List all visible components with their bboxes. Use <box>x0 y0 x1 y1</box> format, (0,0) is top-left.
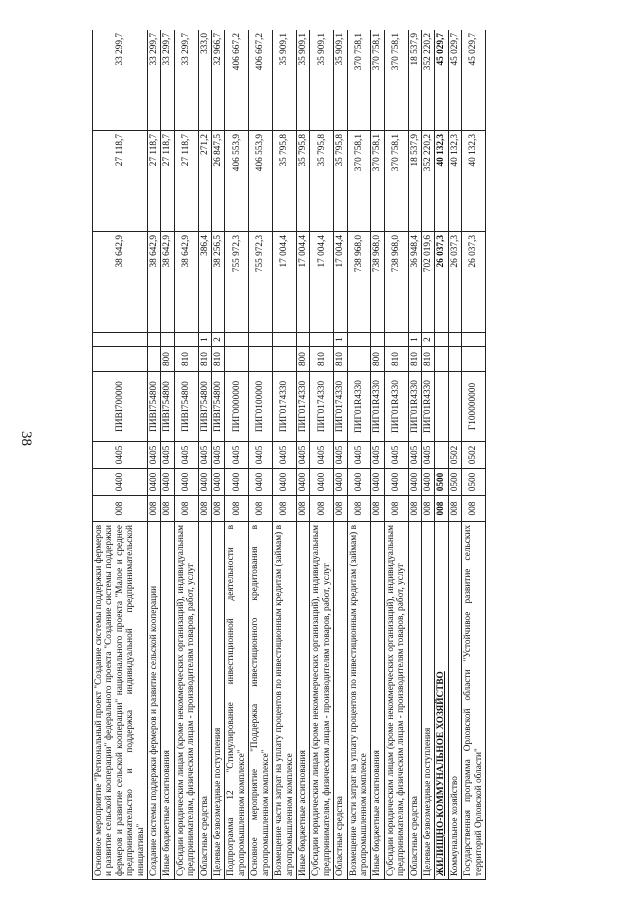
amount-year2-cell: 26 847,5 <box>212 131 225 232</box>
amount-year3-cell: 406 667,2 <box>225 30 249 131</box>
table-row <box>161 30 174 880</box>
table-row <box>462 30 486 880</box>
subsection-code-cell: 0405 <box>421 442 434 469</box>
amount-year3-cell: 45 029,7 <box>435 30 448 131</box>
expense-type-cell: 800 <box>296 347 309 372</box>
amount-year1-cell: 17 004,4 <box>296 232 309 333</box>
source-code-cell <box>161 333 174 347</box>
section-code-cell: 0400 <box>212 469 225 496</box>
section-code-cell: 0500 <box>448 469 461 496</box>
section-code-cell: 0400 <box>273 469 297 496</box>
table-row <box>249 30 273 880</box>
table-row <box>148 30 161 880</box>
expense-type-cell <box>249 347 273 372</box>
subsection-code-cell: 0405 <box>273 442 297 469</box>
row-name-cell: Субсидии юридическим лицам (кроме некоммерческих организаций), индивидуальным предпринимателям, физическим лицам - производителям товаров, работ, услуг <box>174 522 198 880</box>
expense-type-cell: 810 <box>212 347 225 372</box>
source-code-cell <box>273 333 297 347</box>
subsection-code-cell: 0405 <box>198 442 211 469</box>
target-article-cell: ПИГ01R4330 <box>421 372 434 442</box>
row-name-cell: Целевые безвозмездные поступления <box>421 522 434 880</box>
amount-year2-cell: 35 795,8 <box>310 131 334 232</box>
row-name-cell: Коммунальное хозяйство <box>448 522 461 880</box>
target-article-cell: ПИГ0174330 <box>273 372 297 442</box>
amount-year2-cell: 406 553,9 <box>225 131 249 232</box>
amount-year3-cell: 33 299,7 <box>148 30 161 131</box>
section-code-cell: 0400 <box>371 469 384 496</box>
section-code-cell: 0400 <box>148 469 161 496</box>
amount-year3-cell: 35 909,1 <box>273 30 297 131</box>
amount-year1-cell: 26 037,3 <box>448 232 461 333</box>
budget-table <box>92 30 486 880</box>
amount-year1-cell: 38 642,9 <box>93 232 148 333</box>
subsection-code-cell: 0405 <box>174 442 198 469</box>
amount-year2-cell: 370 758,1 <box>347 131 371 232</box>
expense-type-cell <box>448 347 461 372</box>
table-row <box>371 30 384 880</box>
expense-type-cell <box>273 347 297 372</box>
source-code-cell <box>93 333 148 347</box>
target-article-cell: ПИВI754800 <box>148 372 161 442</box>
expense-type-cell: 810 <box>334 347 347 372</box>
row-name-cell: Субсидии юридическим лицам (кроме некоммерческих организаций), индивидуальным предпринимателям, физическим лицам - производителям товаров, работ, услуг <box>310 522 334 880</box>
grbs-code-cell: 008 <box>435 496 448 522</box>
amount-year2-cell: 406 553,9 <box>249 131 273 232</box>
target-article-cell: ПИГ01R4330 <box>371 372 384 442</box>
expense-type-cell: 810 <box>408 347 421 372</box>
amount-year3-cell: 35 909,1 <box>296 30 309 131</box>
row-name-cell: Областные средства <box>334 522 347 880</box>
section-code-cell: 0400 <box>93 469 148 496</box>
amount-year3-cell: 370 758,1 <box>384 30 408 131</box>
row-name-cell: Иные бюджетные ассигнования <box>296 522 309 880</box>
target-article-cell: ПИВI754800 <box>212 372 225 442</box>
subsection-code-cell <box>435 442 448 469</box>
target-article-cell: ПИВI754800 <box>161 372 174 442</box>
section-code-cell: 0400 <box>225 469 249 496</box>
source-code-cell <box>148 333 161 347</box>
section-code-cell: 0400 <box>421 469 434 496</box>
target-article-cell <box>435 372 448 442</box>
amount-year1-cell: 17 004,4 <box>273 232 297 333</box>
source-code-cell <box>310 333 334 347</box>
section-code-cell: 0400 <box>161 469 174 496</box>
table-row <box>448 30 461 880</box>
row-name-cell: Субсидии юридическим лицам (кроме некоммерческих организаций), индивидуальным предпринимателям, физическим лицам - производителям товаров, работ, услуг <box>384 522 408 880</box>
subsection-code-cell: 0405 <box>225 442 249 469</box>
subsection-code-cell: 0405 <box>93 442 148 469</box>
grbs-code-cell: 008 <box>161 496 174 522</box>
grbs-code-cell: 008 <box>310 496 334 522</box>
amount-year3-cell: 33 299,7 <box>161 30 174 131</box>
row-name-cell: Подпрограмма 12 "Стимулирование инвестиционной деятельности в агропромышленном комплексе" <box>225 522 249 880</box>
subsection-code-cell: 0405 <box>212 442 225 469</box>
amount-year3-cell: 406 667,2 <box>249 30 273 131</box>
row-name-cell: Областные средства <box>198 522 211 880</box>
amount-year1-cell: 755 972,3 <box>249 232 273 333</box>
amount-year1-cell: 26 037,3 <box>435 232 448 333</box>
subsection-code-cell: 0502 <box>462 442 486 469</box>
amount-year1-cell: 755 972,3 <box>225 232 249 333</box>
amount-year2-cell: 27 118,7 <box>93 131 148 232</box>
row-name-cell: Основное мероприятие "Региональный проект "Создание системы поддержки фермеров и развитие сельской кооперации" федерального проекта "Создание системы поддержки фермеров и развитие сельской кооперации" национального проекта "Малое и среднее предпринимательство и поддержка индивидуальной предпринимательской инициативы" <box>93 522 148 880</box>
amount-year2-cell: 40 132,3 <box>462 131 486 232</box>
table-container <box>92 30 617 880</box>
amount-year2-cell: 40 132,3 <box>435 131 448 232</box>
table-row <box>384 30 408 880</box>
target-article-cell <box>448 372 461 442</box>
amount-year1-cell: 38 256,5 <box>212 232 225 333</box>
subsection-code-cell: 0405 <box>371 442 384 469</box>
section-code-cell: 0400 <box>347 469 371 496</box>
source-code-cell: 1 <box>334 333 347 347</box>
expense-type-cell: 810 <box>421 347 434 372</box>
row-name-cell: Целевые безвозмездные поступления <box>212 522 225 880</box>
amount-year2-cell: 27 118,7 <box>174 131 198 232</box>
amount-year2-cell: 18 537,9 <box>408 131 421 232</box>
page-number: 38 <box>18 431 34 446</box>
source-code-cell: 1 <box>408 333 421 347</box>
amount-year2-cell: 27 118,7 <box>148 131 161 232</box>
target-article-cell: ПИГ0000000 <box>225 372 249 442</box>
expense-type-cell <box>93 347 148 372</box>
amount-year1-cell: 738 968,0 <box>384 232 408 333</box>
expense-type-cell: 810 <box>384 347 408 372</box>
source-code-cell <box>296 333 309 347</box>
row-name-cell: Создание системы поддержки фермеров и развитие сельской кооперации <box>148 522 161 880</box>
table-row <box>347 30 371 880</box>
amount-year2-cell: 35 795,8 <box>273 131 297 232</box>
amount-year1-cell: 17 004,4 <box>334 232 347 333</box>
target-article-cell: ПИВI754800 <box>174 372 198 442</box>
row-name-cell: Возмещение части затрат на уплату процентов по инвестиционным кредитам (займам) в агропромышленном комплексе <box>273 522 297 880</box>
expense-type-cell: 800 <box>371 347 384 372</box>
table-row <box>296 30 309 880</box>
amount-year2-cell: 370 758,1 <box>384 131 408 232</box>
subsection-code-cell: 0405 <box>148 442 161 469</box>
target-article-cell: ПИГ01R4330 <box>384 372 408 442</box>
source-code-cell <box>371 333 384 347</box>
amount-year2-cell: 27 118,7 <box>161 131 174 232</box>
table-row <box>435 30 448 880</box>
table-row <box>408 30 421 880</box>
grbs-code-cell: 008 <box>448 496 461 522</box>
table-row <box>225 30 249 880</box>
grbs-code-cell: 008 <box>408 496 421 522</box>
grbs-code-cell: 008 <box>334 496 347 522</box>
table-row <box>273 30 297 880</box>
source-code-cell: 2 <box>421 333 434 347</box>
amount-year2-cell: 40 132,3 <box>448 131 461 232</box>
expense-type-cell: 810 <box>198 347 211 372</box>
table-row <box>198 30 211 880</box>
table-row <box>93 30 148 880</box>
row-name-cell: Иные бюджетные ассигнования <box>371 522 384 880</box>
amount-year2-cell: 370 758,1 <box>371 131 384 232</box>
amount-year3-cell: 370 758,1 <box>347 30 371 131</box>
target-article-cell: ПИГ0174330 <box>296 372 309 442</box>
amount-year2-cell: 352 220,2 <box>421 131 434 232</box>
expense-type-cell <box>225 347 249 372</box>
subsection-code-cell: 0405 <box>161 442 174 469</box>
table-body <box>93 30 486 880</box>
subsection-code-cell: 0405 <box>408 442 421 469</box>
target-article-cell: ПИГ0174330 <box>310 372 334 442</box>
amount-year1-cell: 38 642,9 <box>174 232 198 333</box>
subsection-code-cell: 0405 <box>249 442 273 469</box>
amount-year3-cell: 333,0 <box>198 30 211 131</box>
grbs-code-cell: 008 <box>296 496 309 522</box>
expense-type-cell <box>435 347 448 372</box>
amount-year3-cell: 45 029,7 <box>462 30 486 131</box>
amount-year3-cell: 33 299,7 <box>93 30 148 131</box>
grbs-code-cell: 008 <box>174 496 198 522</box>
amount-year3-cell: 18 537,9 <box>408 30 421 131</box>
amount-year2-cell: 35 795,8 <box>296 131 309 232</box>
source-code-cell <box>347 333 371 347</box>
subsection-code-cell: 0502 <box>448 442 461 469</box>
grbs-code-cell: 008 <box>148 496 161 522</box>
source-code-cell <box>462 333 486 347</box>
grbs-code-cell: 008 <box>421 496 434 522</box>
amount-year2-cell: 35 795,8 <box>334 131 347 232</box>
grbs-code-cell: 008 <box>198 496 211 522</box>
table-row <box>174 30 198 880</box>
section-code-cell: 0400 <box>384 469 408 496</box>
grbs-code-cell: 008 <box>384 496 408 522</box>
grbs-code-cell: 008 <box>249 496 273 522</box>
grbs-code-cell: 008 <box>212 496 225 522</box>
section-code-cell: 0500 <box>435 469 448 496</box>
grbs-code-cell: 008 <box>462 496 486 522</box>
grbs-code-cell: 008 <box>93 496 148 522</box>
row-name-cell: Иные бюджетные ассигнования <box>161 522 174 880</box>
source-code-cell <box>249 333 273 347</box>
section-code-cell: 0400 <box>198 469 211 496</box>
grbs-code-cell: 008 <box>273 496 297 522</box>
expense-type-cell: 800 <box>161 347 174 372</box>
expense-type-cell <box>148 347 161 372</box>
amount-year2-cell: 271,2 <box>198 131 211 232</box>
amount-year1-cell: 36 948,4 <box>408 232 421 333</box>
amount-year1-cell: 38 642,9 <box>161 232 174 333</box>
table-row <box>310 30 334 880</box>
subsection-code-cell: 0405 <box>296 442 309 469</box>
rotated-document-area <box>92 30 617 880</box>
row-name-cell: Государственная программа Орловской области "Устойчивое развитие сельских территорий Орловской области" <box>462 522 486 880</box>
amount-year1-cell: 386,4 <box>198 232 211 333</box>
amount-year3-cell: 352 220,2 <box>421 30 434 131</box>
table-row <box>334 30 347 880</box>
amount-year1-cell: 26 037,3 <box>462 232 486 333</box>
source-code-cell: 1 <box>198 333 211 347</box>
subsection-code-cell: 0405 <box>334 442 347 469</box>
source-code-cell <box>174 333 198 347</box>
target-article-cell: ПИГ0100000 <box>249 372 273 442</box>
grbs-code-cell: 008 <box>347 496 371 522</box>
amount-year3-cell: 370 758,1 <box>371 30 384 131</box>
target-article-cell: ПИГ01R4330 <box>347 372 371 442</box>
grbs-code-cell: 008 <box>371 496 384 522</box>
table-row <box>212 30 225 880</box>
expense-type-cell <box>462 347 486 372</box>
section-code-cell: 0400 <box>174 469 198 496</box>
subsection-code-cell: 0405 <box>384 442 408 469</box>
target-article-cell: ПИГ0174330 <box>334 372 347 442</box>
section-code-cell: 0400 <box>296 469 309 496</box>
section-code-cell: 0400 <box>334 469 347 496</box>
section-code-cell: 0400 <box>408 469 421 496</box>
row-name-cell: Возмещение части затрат на уплату процентов по инвестиционным кредитам (займам) в агропромышленном комплексе <box>347 522 371 880</box>
target-article-cell: ПИВI700000 <box>93 372 148 442</box>
amount-year3-cell: 32 966,7 <box>212 30 225 131</box>
table-row <box>421 30 434 880</box>
section-code-cell: 0400 <box>249 469 273 496</box>
subsection-code-cell: 0405 <box>347 442 371 469</box>
row-name-cell: ЖИЛИЩНО-КОММУНАЛЬНОЕ ХОЗЯЙСТВО <box>435 522 448 880</box>
amount-year1-cell: 38 642,9 <box>148 232 161 333</box>
source-code-cell: 2 <box>212 333 225 347</box>
target-article-cell: ПИВI754800 <box>198 372 211 442</box>
expense-type-cell <box>347 347 371 372</box>
source-code-cell <box>435 333 448 347</box>
amount-year1-cell: 702 019,6 <box>421 232 434 333</box>
target-article-cell: ПИГ01R4330 <box>408 372 421 442</box>
amount-year3-cell: 45 029,7 <box>448 30 461 131</box>
expense-type-cell: 810 <box>174 347 198 372</box>
section-code-cell: 0400 <box>310 469 334 496</box>
amount-year1-cell: 17 004,4 <box>310 232 334 333</box>
source-code-cell <box>225 333 249 347</box>
section-code-cell: 0500 <box>462 469 486 496</box>
target-article-cell: Г100000000 <box>462 372 486 442</box>
source-code-cell <box>384 333 408 347</box>
amount-year3-cell: 33 299,7 <box>174 30 198 131</box>
amount-year3-cell: 35 909,1 <box>334 30 347 131</box>
row-name-cell: Областные средства <box>408 522 421 880</box>
expense-type-cell: 810 <box>310 347 334 372</box>
row-name-cell: Основное мероприятие "Поддержка инвестиционного кредитования в агропромышленном комплексе" <box>249 522 273 880</box>
amount-year3-cell: 35 909,1 <box>310 30 334 131</box>
amount-year1-cell: 738 968,0 <box>371 232 384 333</box>
grbs-code-cell: 008 <box>225 496 249 522</box>
subsection-code-cell: 0405 <box>310 442 334 469</box>
amount-year1-cell: 738 968,0 <box>347 232 371 333</box>
source-code-cell <box>448 333 461 347</box>
